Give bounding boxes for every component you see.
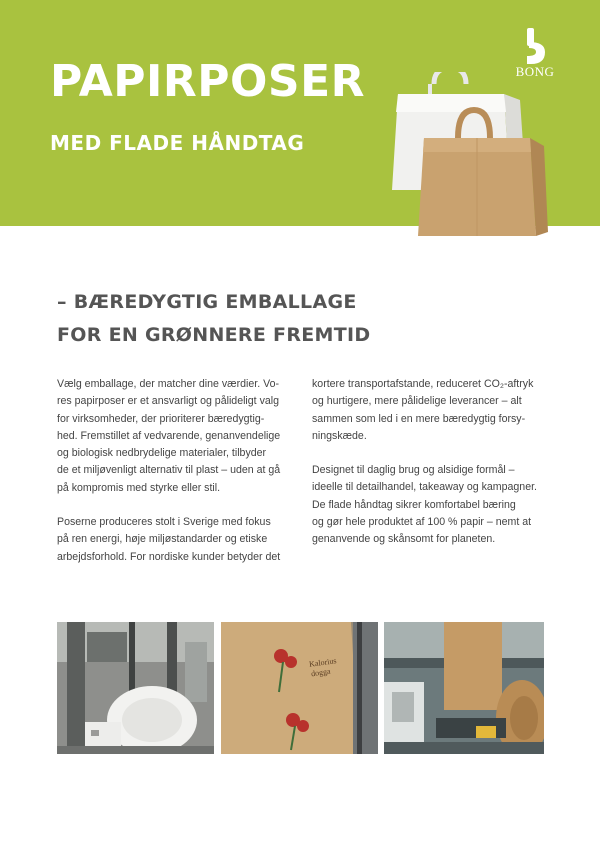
section-heading-line-1: – BÆREDYGTIG EMBALLAGE xyxy=(57,291,357,313)
bong-logo-mark-icon xyxy=(505,28,565,68)
paragraph-intro: Vælg emballage, der matcher dine værdier. Vo- res papirposer er et ansvarligt og pålideligt valg for virksomheder, der prioriterer bæredygtig- hed. Fremstillet af vedvarende, genanvendelige og biologisk nedbrydelige materialer, tilbyder de et miljøvenligt alternativ til plast – uden at gå på kompromis med styrke eller stil. xyxy=(57,378,281,494)
hero-banner xyxy=(0,0,600,226)
paragraph-design: Designet til daglig brug og alsidige formål – ideelle til detailhandel, takeaway og kampagner. De flade håndtag sikrer komfortabel bæring og gør hele produktet af 100 % papir – nemt at genanvende og skånsomt for planeten. xyxy=(312,464,537,546)
bong-logo-text: BONG xyxy=(515,64,555,79)
kraft-print-text-2: dogga xyxy=(310,666,332,679)
section-heading-line-2: FOR EN GRØNNERE FREMTID xyxy=(57,324,371,346)
factory-photo-printed-kraft xyxy=(221,622,378,754)
kraft-print-text-1: Kalorius xyxy=(308,656,338,669)
paper-bags-image xyxy=(380,72,550,238)
body-column-left xyxy=(57,376,307,583)
page-subtitle: MED FLADE HÅNDTAG xyxy=(50,131,305,155)
page-title: PAPIRPOSER xyxy=(50,56,366,107)
factory-photo-paper-roll xyxy=(57,622,214,754)
factory-photo-kraft-roll xyxy=(384,622,544,754)
section-heading xyxy=(57,286,370,352)
paragraph-production: Poserne produceres stolt i Sverige med fokus på ren energi, høje miljøstandarder og etiske arbejdsforhold. For nordiske kunder betyder det xyxy=(57,516,281,563)
body-column-right xyxy=(312,376,562,566)
paragraph-production-continued: kortere transportafstande, reduceret CO₂-aftryk og hurtigere, mere pålidelige leverancer – alt sammen som led i en mere bæredygtig forsy- ningskæde. xyxy=(312,378,534,442)
